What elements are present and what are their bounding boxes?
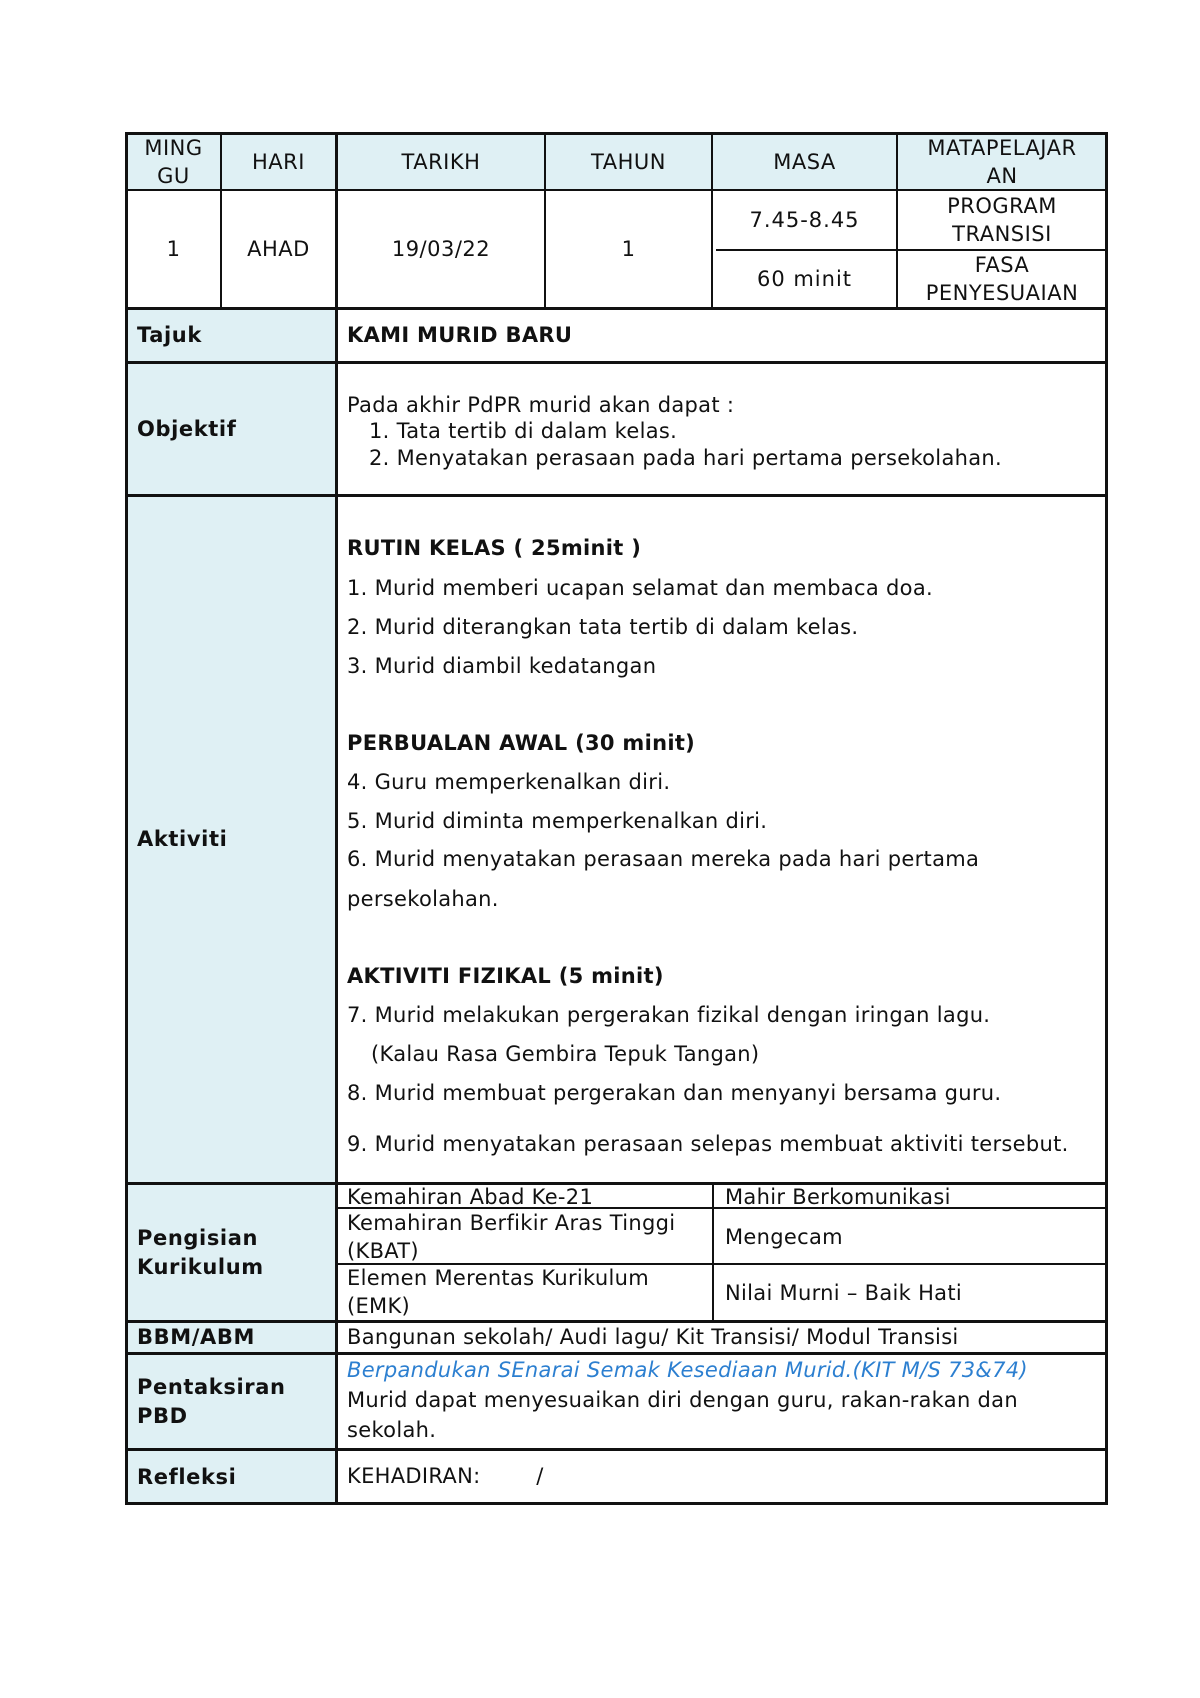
aktiviti-item: 1. Murid memberi ucapan selamat dan membaca doa. (347, 576, 933, 600)
header-hari: HARI (252, 149, 305, 174)
refleksi-value: KEHADIRAN: / (347, 1464, 544, 1488)
aktiviti-item: persekolahan. (347, 887, 499, 911)
bbm-label: BBM/ABM (137, 1324, 255, 1349)
pentaksiran-text: sekolah. (347, 1418, 437, 1442)
divider (335, 132, 338, 1505)
pentaksiran-label: Pentaksiran PBD (137, 1374, 286, 1428)
divider (125, 494, 1108, 497)
pengisian-value: Mengecam (725, 1225, 843, 1249)
pengisian-value: Mahir Berkomunikasi (725, 1185, 951, 1209)
pentaksiran-text: Murid dapat menyesuaikan diri dengan guru, rakan-rakan dan (347, 1388, 1018, 1412)
bbm-value: Bangunan sekolah/ Audi lagu/ Kit Transisi/ Modul Transisi (347, 1325, 959, 1349)
row-masa-time: 7.45-8.45 (749, 208, 860, 232)
row-fasa: FASA PENYESUAIAN (925, 253, 1079, 305)
row-tarikh: 19/03/22 (391, 237, 491, 261)
aktiviti-section-title: AKTIVITI FIZIKAL (5 minit) (347, 964, 664, 988)
refleksi-label: Refleksi (137, 1464, 237, 1489)
row-tahun: 1 (621, 237, 636, 261)
aktiviti-label: Aktiviti (137, 827, 228, 851)
aktiviti-item: 3. Murid diambil kedatangan (347, 654, 657, 678)
aktiviti-item: 8. Murid membuat pergerakan dan menyanyi bersama guru. (347, 1081, 1002, 1105)
row-hari: AHAD (247, 237, 310, 261)
aktiviti-item: 5. Murid diminta memperkenalkan diri. (347, 809, 768, 833)
header-tahun: TAHUN (591, 149, 666, 174)
divider (125, 307, 1108, 310)
aktiviti-item: 9. Murid menyatakan perasaan selepas membuat aktiviti tersebut. (347, 1132, 1069, 1156)
aktiviti-item: (Kalau Rasa Gembira Tepuk Tangan) (371, 1042, 760, 1066)
header-minggu: MING GU (144, 135, 203, 188)
pengisian-value: Nilai Murni – Baik Hati (725, 1281, 963, 1305)
objektif-intro: Pada akhir PdPR murid akan dapat : (347, 393, 735, 417)
aktiviti-section-title: RUTIN KELAS ( 25minit ) (347, 536, 642, 560)
row-masa-duration: 60 minit (756, 267, 853, 291)
header-matapelajaran: MATAPELAJAR AN (927, 135, 1077, 188)
row-subject: PROGRAM TRANSISI (947, 194, 1057, 246)
objektif-item-2: 2. Menyatakan perasaan pada hari pertama persekolahan. (369, 446, 1002, 470)
objektif-label: Objektif (137, 416, 237, 441)
header-masa: MASA (773, 149, 836, 174)
pengisian-key: Kemahiran Abad Ke-21 (347, 1185, 594, 1209)
tajuk-value: KAMI MURID BARU (347, 323, 573, 347)
pengisian-label: Pengisian Kurikulum (137, 1225, 264, 1279)
tajuk-label: Tajuk (137, 323, 202, 347)
divider (125, 1448, 1108, 1451)
divider (712, 1182, 714, 1321)
pengisian-key: Elemen Merentas Kurikulum (EMK) (347, 1266, 649, 1318)
divider (125, 1182, 1108, 1185)
aktiviti-section-title: PERBUALAN AWAL (30 minit) (347, 731, 696, 755)
row-minggu: 1 (166, 237, 181, 261)
divider (125, 361, 1108, 364)
aktiviti-item: 4. Guru memperkenalkan diri. (347, 770, 671, 794)
aktiviti-item: 2. Murid diterangkan tata tertib di dalam kelas. (347, 615, 859, 639)
objektif-item-1: 1. Tata tertib di dalam kelas. (369, 419, 678, 443)
pentaksiran-reference-link[interactable]: Berpandukan SEnarai Semak Kesediaan Murid.(KIT M/S 73&74) (347, 1358, 1028, 1382)
aktiviti-item: 7. Murid melakukan pergerakan fizikal dengan iringan lagu. (347, 1003, 991, 1027)
header-tarikh: TARIKH (401, 149, 481, 174)
aktiviti-item: 6. Murid menyatakan perasaan mereka pada hari pertama (347, 847, 980, 871)
pengisian-key: Kemahiran Berfikir Aras Tinggi (KBAT) (347, 1211, 676, 1263)
